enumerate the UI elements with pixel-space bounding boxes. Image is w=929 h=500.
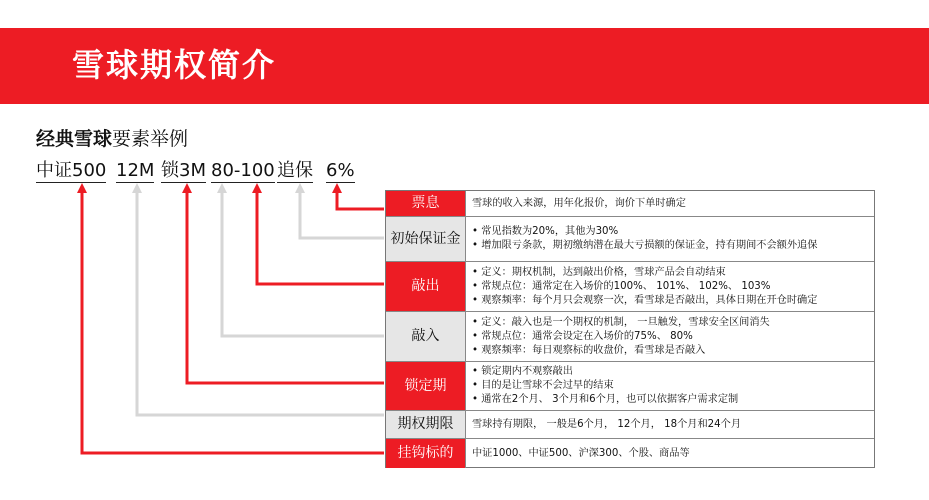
arrow-knock-out — [257, 188, 384, 284]
row-label: 期权期限 — [386, 411, 466, 438]
description-line: • 观察频率：每日观察标的收盘价，看雪球是否敲入 — [472, 344, 706, 356]
row-description — [472, 191, 870, 216]
subtitle-rest: 要素举例 — [112, 128, 189, 150]
term-knock-range: 80-100 — [211, 160, 275, 181]
subtitle-bold: 经典雪球 — [36, 128, 113, 150]
term-lockup: 锁3M — [161, 160, 206, 181]
row-label: 初始保证金 — [386, 217, 466, 261]
term-underlying: 中证500 — [36, 160, 107, 181]
description-line: • 锁定期内不观察敲出 — [472, 366, 573, 377]
description-line: • 目的是让雪球不会过早的结束 — [472, 380, 614, 391]
term-margin: 追保 — [277, 160, 313, 181]
term-maturity: 12M — [116, 160, 155, 181]
description-line: • 常规点位：通常定在入场价的100%、 101%、 102%、 103% — [472, 280, 771, 292]
description-line: 雪球持有期限， 一般是6个月， 12个月， 18个月和24个月 — [472, 418, 742, 430]
row-description — [472, 262, 870, 311]
row-label: 敲出 — [386, 262, 466, 311]
row-label: 票息 — [386, 191, 466, 216]
description-line: • 定义：敲入也是一个期权的机制， 一旦触发，雪球安全区间消失 — [472, 316, 770, 328]
page-title: 雪球期权简介 — [72, 46, 277, 84]
term-coupon: 6% — [326, 160, 355, 181]
terms-table — [385, 190, 875, 468]
row-lockup — [386, 362, 874, 411]
arrow-margin — [300, 188, 384, 238]
row-label: 敲入 — [386, 312, 466, 361]
row-description — [472, 411, 870, 438]
description-line: 雪球的收入来源，用年化报价，询价下单时确定 — [472, 197, 686, 209]
row-description — [472, 439, 870, 468]
row-knock-out — [386, 262, 874, 312]
arrow-coupon — [337, 188, 384, 209]
description-line: • 常规点位：通常会设定在入场价的75%、 80% — [472, 330, 693, 342]
description-line: • 常见指数为20%，其他为30% — [472, 226, 619, 237]
description-line: 中证1000、中证500、沪深300、个股、商品等 — [472, 447, 690, 459]
row-description — [472, 312, 870, 361]
row-description — [472, 217, 870, 261]
description-line: • 观察频率：每个月只会观察一次，看雪球是否敲出，具体日期在开仓时确定 — [472, 294, 818, 306]
description-line: • 增加限亏条款，期初缴纳潜在最大亏损额的保证金，持有期间不会额外追保 — [472, 240, 818, 251]
row-description — [472, 362, 870, 410]
row-maturity — [386, 411, 874, 439]
arrow-maturity — [137, 188, 384, 415]
row-coupon — [386, 191, 874, 217]
arrow-underlying — [82, 188, 384, 453]
description-line: • 定义：期权机制，达到敲出价格，雪球产品会自动结束 — [472, 266, 726, 278]
row-label: 挂钩标的 — [386, 439, 466, 468]
row-label: 锁定期 — [386, 362, 466, 410]
description-line: • 通常在2个月、 3个月和6个月，也可以依据客户需求定制 — [472, 394, 739, 405]
row-initial-margin — [386, 217, 874, 262]
row-underlying — [386, 439, 874, 468]
row-knock-in — [386, 312, 874, 362]
